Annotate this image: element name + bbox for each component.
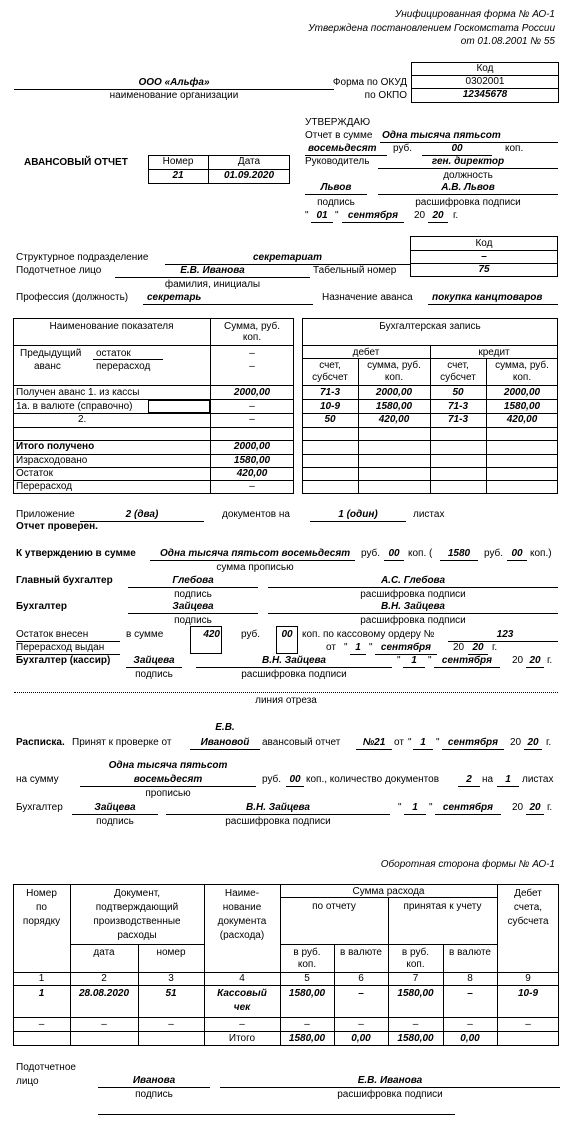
col-document-h1: Документ, [113, 888, 161, 899]
credit-acc-h1: счет, [447, 360, 469, 371]
back-person-name: Е.В. Иванова [357, 1075, 423, 1086]
empty-cell: – [358, 1019, 364, 1030]
approve-sum-label2: К утверждению в сумме [16, 548, 136, 559]
col-num: 8 [467, 973, 473, 984]
col-num: 7 [412, 973, 419, 984]
col-acc-rub-h2: коп. [406, 959, 425, 970]
col-sum-2: коп. [242, 332, 262, 343]
chief-name: А.С. Глебова [380, 575, 446, 586]
receipt-sign-day: 1 [412, 802, 418, 813]
approve-kop: коп. [505, 143, 524, 154]
cashier-year-prefix: 20 [512, 655, 524, 666]
over-label: Перерасход [16, 481, 73, 492]
credit-sum-h1: сумма, руб. [495, 360, 549, 371]
okud-label: Форма по ОКУД [332, 77, 407, 88]
receipt-name-caption: расшифровка подписи [225, 816, 331, 827]
rest-label: Остаток [16, 468, 53, 479]
chief-accountant-label: Главный бухгалтер [16, 575, 113, 586]
row-debit: 10-9 [517, 988, 538, 999]
total-received-value: 2000,00 [233, 441, 271, 452]
accountant-name-caption: расшифровка подписи [360, 615, 466, 626]
col-num: 2 [101, 973, 107, 984]
prev-overspend: перерасход [96, 361, 151, 372]
received-label: Получен аванс 1. из кассы [16, 387, 140, 398]
debit-sum-h2: коп. [384, 372, 404, 383]
col-number-h3: порядку [22, 916, 61, 927]
empty-cell: – [304, 1019, 310, 1030]
col-document-h2: подтверждающий [95, 902, 179, 913]
col-indicator-name: Наименование показателя [49, 321, 174, 332]
rest-order-label: коп. по кассовому ордеру № [302, 629, 435, 640]
col-document-h4: расходы [117, 930, 157, 941]
approve-sum-words-2: восемьдесят [308, 143, 377, 154]
currency-value: – [249, 401, 255, 412]
row-acc-cur: – [467, 988, 473, 999]
col-num: 6 [358, 973, 364, 984]
receipt-sign-year: 20 [529, 802, 541, 813]
head-label: Руководитель [305, 156, 370, 167]
okpo-label: по ОКПО [364, 90, 407, 101]
row-number: 51 [165, 988, 177, 999]
receipt-year-prefix: 20 [510, 737, 522, 748]
approve-kop-value: 00 [451, 143, 463, 154]
total-acc-cur: 0,00 [460, 1033, 480, 1044]
col-num: 5 [304, 973, 310, 984]
entry-debit-account: 50 [324, 414, 336, 425]
verify-sum-caption: сумма прописью [216, 562, 294, 573]
code-header: Код [476, 63, 494, 74]
back-sign-caption: подпись [135, 1089, 173, 1100]
chief-signature: Глебова [172, 575, 214, 586]
report-number-label: Номер [162, 156, 194, 167]
approve-day: 01 [316, 210, 328, 221]
over-year-prefix: 20 [453, 642, 465, 653]
quote-mark: " [344, 642, 348, 653]
receipt-g: г. [546, 737, 552, 748]
prev-advance-1: Предыдущий [20, 348, 82, 359]
receipt-sum-1: Одна тысяча пятьсот [108, 760, 228, 771]
receipt-year: 20 [527, 737, 539, 748]
department-value: секретариат [253, 252, 322, 263]
entry-credit-sum: 420,00 [506, 414, 538, 425]
row-acc-rub: 1580,00 [397, 988, 434, 999]
row2-label: 2. [78, 414, 87, 425]
col-num: 3 [168, 973, 174, 984]
credit-acc-h2: субсчет [440, 372, 476, 383]
cashier-name-caption: расшифровка подписи [241, 669, 347, 680]
over-value: – [249, 481, 255, 492]
quote-mark: " [428, 655, 432, 666]
cashier-g: г. [547, 655, 553, 666]
receipt-name-2: Ивановой [200, 737, 250, 748]
debit-sum-h1: сумма, руб. [367, 360, 421, 371]
col-rep-rub-h1: в руб. [293, 947, 321, 958]
chief-sign-caption: подпись [174, 589, 212, 600]
credit-header: кредит [478, 347, 510, 358]
col-accepted: принятая к учету [403, 901, 482, 912]
organization-name: ООО «Альфа» [138, 77, 210, 88]
tab-number-label: Табельный номер [313, 265, 397, 276]
entry-debit-account: 10-9 [319, 401, 340, 412]
verify-kop-close: коп.) [530, 548, 552, 559]
approve-title: УТВЕРЖДАЮ [305, 117, 371, 128]
col-date: дата [93, 947, 115, 958]
tab-number: 75 [478, 264, 490, 275]
accountant-signature: Зайцева [172, 601, 214, 612]
col-by-report: по отчету [312, 901, 356, 912]
row-no: 1 [38, 988, 45, 999]
approved-by-label: Утверждена постановлением Госкомстата России [308, 23, 555, 34]
over-year: 20 [472, 642, 484, 653]
spent-value: 1580,00 [233, 455, 271, 466]
back-person-signature: Иванова [132, 1075, 176, 1086]
row-doc-name-2: чек [233, 1002, 251, 1013]
row-date: 28.08.2020 [78, 988, 130, 999]
receipt-report-no: №21 [362, 737, 386, 748]
total-rep-cur: 0,00 [351, 1033, 371, 1044]
receipt-from: от [394, 737, 404, 748]
overspend-issued-label: Перерасход выдан [16, 642, 105, 653]
col-num: 1 [38, 973, 45, 984]
debit-acc-h2: субсчет [312, 372, 348, 383]
verify-rub2: руб. [484, 548, 504, 559]
total-label: Итого [228, 1033, 256, 1044]
position-caption: должность [443, 170, 493, 181]
receipt-accepted: Принят к проверке от [72, 737, 172, 748]
receipt-sign-g: г. [547, 802, 553, 813]
receipt-name-1: Е.В. [215, 722, 235, 733]
purpose-label: Назначение аванса [322, 292, 413, 303]
entry-debit-sum: 1580,00 [375, 401, 413, 412]
okud-value: 0302001 [465, 76, 505, 87]
person-code-header: Код [475, 238, 493, 249]
rest-deposited-label: Остаток внесен [16, 629, 89, 640]
cashier-day: 1 [411, 655, 417, 666]
receipt-docs: 2 [466, 774, 472, 785]
col-debit-h1: Дебет [514, 888, 542, 899]
entry-debit-account: 71-3 [319, 387, 340, 398]
col-document-h3: производственные [93, 916, 181, 927]
receipt-sign-year-prefix: 20 [512, 802, 524, 813]
approve-month: сентября [347, 210, 399, 221]
person-label: Подотчетное лицо [16, 265, 102, 276]
verify-rub: руб. [361, 548, 381, 559]
empty-cell: – [101, 1019, 107, 1030]
spent-label: Израсходовано [16, 455, 88, 466]
person-caption: фамилия, инициалы [164, 279, 261, 290]
department-code: – [481, 251, 487, 262]
approve-rub: руб. [393, 143, 413, 154]
receipt-sheets-label: листах [522, 774, 554, 785]
col-docname-h4: (расхода) [219, 930, 265, 941]
col-doc-number: номер [156, 947, 186, 958]
attachment-sheets: 1 (один) [338, 509, 378, 520]
report-title: АВАНСОВЫЙ ОТЧЕТ [24, 157, 128, 168]
cashier-year: 20 [529, 655, 541, 666]
currency-input-box [148, 400, 210, 413]
back-person-label-1: Подотчетное [16, 1062, 76, 1073]
col-number-h2: по [36, 902, 47, 913]
empty-cell: – [525, 1019, 531, 1030]
row-rep-rub: 1580,00 [288, 988, 326, 999]
back-person-label-2: лицо [16, 1076, 39, 1087]
receipt-sign-month: сентября [442, 802, 494, 813]
quote-mark: " [369, 642, 373, 653]
entry-debit-sum: 420,00 [378, 414, 410, 425]
approve-sum-words-1: Одна тысяча пятьсот [382, 130, 501, 141]
rest-value: 420,00 [236, 468, 268, 479]
col-docname-h1: Наиме- [224, 888, 260, 899]
row-doc-name-1: Кассовый [217, 988, 267, 999]
col-sum-1: Сумма, руб. [223, 321, 281, 332]
receipt-accountant-name: В.Н. Зайцева [246, 802, 310, 813]
row2-value: – [249, 414, 255, 425]
rest-in-sum: в сумме [126, 629, 164, 640]
verify-kop-open: коп. ( [408, 548, 433, 559]
accountant-label: Бухгалтер [16, 601, 67, 612]
advance-report-page: Унифицированная форма № АО-1 Утверждена постановлением Госкомстата России от 01.08.2001 № 55 Код 0302001 12345678 Форма по ОКУД по ОКПО ООО «Альфа» наименование организации УТВЕРЖДАЮ Отчет в сумме Одна тысяча пятьсот восемьдесят руб. 00 коп. Руководитель ген. директор должность Львов А.В. Львов подпись расшифровка подписи " 01 " сентября 20 20 г. АВАНСОВЫЙ ОТЧЕТ Номер Дата 21 01.09.2020 Код – 75 Структурное подразделение секретариат Подотчетное лицо Е.В. Иванова фамилия, инициалы Табельный номер Профессия (должность) секретарь Назначение аванса покупка канцтоваров Наименование показателя Сумма, руб. коп. Предыдущий аванс остаток перерасход – – Получен аванс 1. из кассы 2000,00 1а. в валюте (справочно) – 2. – Итого получено 2000,00 Израсходовано 1580,00 Остаток 420,00 Перерасход – Бухгалтерская запись дебет кредит счет, субсчет сумма, руб. коп. счет, субсчет сумма, руб. коп. 71-3 2000,00 50 2000,00 10-9 1580,00 71-3 1580,00 50 420,00 71-3 420,00 Приложение 2 (два) документов на 1 (один) листах Отчет проверен. К утверждению в сумме Одна тысяча пятьсот восемьдесят руб. 00 коп. ( 1580 руб. 00 коп.) сумма прописью Главный бухгалтер Глебова А.С. Глебова подпись расшифровка подписи Бухгалтер Зайцева В.Н. Зайцева подпись расшифровка подписи Остаток внесен в сумме 420 руб. 00 коп. по кассовому ордеру № 123 Перерасход выдан от " 1 " сентября 20 20 г. Бухгалтер (кассир) Зайцева В.Н. Зайцева подпись расшифровка подписи " 1 " сентября 20 20 г. линия отреза Е.В. Расписка. Принят к проверке от Ивановой авансовый отчет №21 от " 1 " сентября 20 20 г. Одна тысяча пятьсот на сумму восемьдесят прописью руб. 00 коп., количество документов 2 на 1 листах Бухгалтер Зайцева В.Н. Зайцева подпись расшифровка подписи " 1 " сентября 20 20 г. Оборотная сторона формы № АО-1 Номер по порядку Документ, подтверждающий производственные расходы дата номер Наиме- нование документа (расхода) Сумма расхода по отчету принятая к учету в руб. коп. в валюте в руб. коп. в валюте Дебет счета, субсчета 1 2 3 4 5 6 7 8 9 1 28.08.2020 51 Кассовый чек 1580,00 – 1580,00 – 10-9 – – – – – – – – – Итого 1580,00 0,00 1580,00 0,00 Подотчетное лицо Иванова Е.В. Иванова подпись расшифровка подписи [0, 0, 577, 1145]
prev-over-value: – [249, 361, 255, 372]
empty-cell: – [412, 1019, 419, 1030]
prev-remainder: остаток [96, 348, 131, 359]
attachment-count: 2 (два) [125, 509, 159, 520]
entry-credit-account: 71-3 [447, 401, 468, 412]
prev-rem-value: – [249, 348, 255, 359]
receipt-kop-docs: коп., количество документов [306, 774, 440, 785]
empty-cell: – [168, 1019, 174, 1030]
col-debit-h3: субсчета [507, 916, 549, 927]
cashier-name: В.Н. Зайцева [262, 655, 326, 666]
approve-name-caption: расшифровка подписи [415, 197, 521, 208]
receipt-sum-2: восемьдесят [133, 774, 203, 785]
back-side-title: Оборотная сторона формы № АО-1 [380, 859, 555, 870]
entry-credit-account: 50 [452, 387, 464, 398]
receipt-kop-value: 00 [289, 774, 301, 785]
cashier-sign-caption: подпись [135, 669, 173, 680]
verify-sum-words: Одна тысяча пятьсот восемьдесят [160, 548, 351, 559]
quote-mark: " [397, 655, 401, 666]
rest-rub-label: руб. [241, 629, 261, 640]
empty-cell: – [467, 1019, 473, 1030]
accountant-sign-caption: подпись [174, 615, 212, 626]
receipt-sum-label: на сумму [16, 774, 59, 785]
debit-header: дебет [352, 347, 380, 358]
col-expense-sum: Сумма расхода [352, 886, 425, 897]
report-date: 01.09.2020 [223, 170, 275, 181]
purpose-value: покупка канцтоваров [432, 292, 543, 303]
total-received-label: Итого получено [16, 441, 95, 452]
empty-cell: – [38, 1019, 45, 1030]
credit-sum-h2: коп. [512, 372, 532, 383]
approve-signature-name: А.В. Львов [441, 182, 495, 193]
report-checked: Отчет проверен. [16, 521, 98, 532]
receipt-sheets: 1 [505, 774, 511, 785]
approve-year-suffix: г. [453, 210, 459, 221]
attachment-label: Приложение [16, 509, 75, 520]
receipt-on: на [482, 774, 494, 785]
col-num: 9 [525, 973, 531, 984]
head-position: ген. директор [431, 156, 505, 167]
accounting-title: Бухгалтерская запись [379, 321, 481, 332]
back-name-caption: расшифровка подписи [337, 1089, 443, 1100]
col-acc-rub-h1: в руб. [401, 947, 430, 958]
back-bottom-line [98, 1114, 455, 1115]
organization-caption: наименование организации [109, 90, 239, 101]
entry-credit-sum: 1580,00 [503, 401, 541, 412]
accountant-name: В.Н. Зайцева [381, 601, 445, 612]
approved-date-label: от 01.08.2001 № 55 [460, 36, 555, 47]
cashier-signature: Зайцева [133, 655, 175, 666]
approve-year-prefix: 20 [414, 210, 426, 221]
approve-signature: Львов [320, 182, 352, 193]
person-name: Е.В. Иванова [180, 265, 245, 276]
receipt-rub: руб. [262, 774, 282, 785]
col-num: 4 [239, 973, 245, 984]
receipt-month: сентября [447, 737, 499, 748]
attachment-docs-label: документов на [222, 509, 290, 520]
receipt-sum-caption: прописью [145, 788, 191, 799]
received-value: 2000,00 [233, 387, 271, 398]
over-g: г. [492, 642, 498, 653]
entry-credit-sum: 2000,00 [503, 387, 541, 398]
cut-line-label: линия отреза [255, 695, 317, 706]
verify-kop-value2: 00 [511, 548, 523, 559]
over-day: 1 [355, 642, 361, 653]
total-acc-rub: 1580,00 [397, 1033, 434, 1044]
approve-sum-label: Отчет в сумме [305, 130, 373, 141]
chief-name-caption: расшифровка подписи [360, 589, 466, 600]
approve-year: 20 [432, 210, 444, 221]
receipt-accountant-label: Бухгалтер [16, 802, 63, 813]
receipt-accountant-sign: Зайцева [94, 802, 136, 813]
total-rep-rub: 1580,00 [288, 1033, 326, 1044]
report-date-label: Дата [237, 156, 261, 167]
over-from: от [326, 642, 336, 653]
cut-line [14, 692, 558, 693]
empty-cell: – [239, 1019, 245, 1030]
rest-rub-value: 420 [203, 629, 220, 640]
col-rep-rub-h2: коп. [297, 959, 317, 970]
col-acc-currency: в валюте [449, 947, 491, 958]
col-docname-h2: нование [222, 902, 262, 913]
okpo-value: 12345678 [462, 89, 508, 100]
col-debit-h2: счета, [513, 902, 543, 913]
col-number-h1: Номер [26, 888, 57, 899]
debit-acc-h1: счет, [319, 360, 341, 371]
report-number: 21 [172, 170, 184, 181]
receipt-sign-caption: подпись [96, 816, 134, 827]
rest-order-no: 123 [496, 629, 514, 640]
entry-credit-account: 71-3 [447, 414, 468, 425]
verify-kop-value: 00 [388, 548, 400, 559]
row-rep-cur: – [358, 988, 364, 999]
over-month: сентября [380, 642, 432, 653]
profession-label: Профессия (должность) [16, 292, 129, 303]
cashier-month: сентября [441, 655, 493, 666]
col-rep-currency: в валюте [340, 947, 382, 958]
currency-label: 1а. в валюте (справочно) [16, 401, 133, 412]
approve-sign-caption: подпись [317, 197, 355, 208]
prev-advance-2: аванс [34, 361, 61, 372]
unified-form-label: Унифицированная форма № АО-1 [395, 9, 555, 20]
receipt-day: 1 [420, 737, 426, 748]
verify-sum-number: 1580 [447, 548, 471, 559]
entry-debit-sum: 2000,00 [375, 387, 413, 398]
col-docname-h3: документа [217, 916, 267, 927]
receipt-label: Расписка. [16, 737, 65, 748]
profession-value: секретарь [147, 292, 202, 303]
attachment-sheets-label: листах [413, 509, 445, 520]
receipt-report-label: авансовый отчет [262, 737, 341, 748]
cashier-label: Бухгалтер (кассир) [16, 655, 111, 666]
department-label: Структурное подразделение [16, 252, 149, 263]
rest-kop-value: 00 [281, 629, 293, 640]
